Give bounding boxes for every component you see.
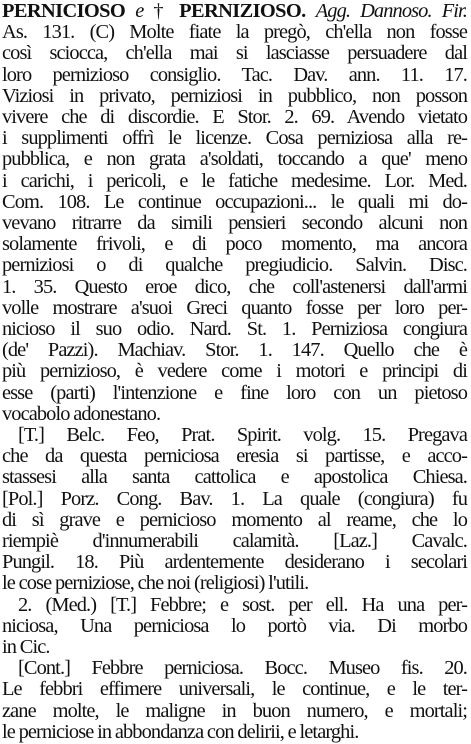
entry-line: stassesi alla santa cattolica e apostolica Chiesa. — [2, 466, 467, 489]
entry-line: (de' Pazzi). Machiav. Stor. 1. 147. Quello che è — [2, 339, 467, 362]
entry-line: vocabolo adonestano. — [2, 402, 161, 425]
entry-line: Viziosi in privato, perniziosi in pubblico, non posson — [2, 84, 467, 107]
entry-line: [Cont.] Febbre perniciosa. Bocc. Museo fis. 20. — [18, 657, 467, 680]
entry-line: niciosa, Una perniciosa lo portò via. Di morbo — [2, 614, 467, 637]
entry-line: esse (parti) l'intenzione e fine loro con un pietoso — [2, 381, 467, 404]
gloss: Dannoso. — [360, 0, 432, 22]
entry-line: vivere che di discordie. E Stor. 2. 69. Avendo vietato — [2, 106, 467, 128]
entry-line: i carichi, i pericoli, e le fatiche medesime. Lor. Med. — [2, 169, 467, 192]
entry-line: i supplimenti offrì le licenze. Cosa perniziosa alla re- — [2, 127, 467, 150]
entry-line: le cose perniziose, che noi (religiosi) l'utili. — [2, 572, 309, 595]
entry-line: che da questa perniciosa eresia si partisse, e acco- — [2, 445, 467, 468]
entry-line: solamente frivoli, e di poco momento, ma ancora — [2, 233, 467, 256]
entry-line: di sì grave e pernicioso momento al reame, che lo — [2, 508, 467, 531]
headword-conjunction: e — [135, 0, 144, 22]
entry-line: 2. (Med.) [T.] Febbre; e sost. per ell. Ha una per- — [18, 593, 467, 616]
entry-line: zane molte, le maligne in buon numero, e mortali; — [2, 699, 467, 722]
entry-line: As. 131. (C) Molte fiate la pregò, ch'ella non fosse — [2, 21, 467, 44]
entry-line: riempiè d'innumerabili calamità. [Laz.] Cavalc. — [2, 530, 467, 552]
entry-line: [Pol.] Porz. Cong. Bav. 1. La quale (congiura) fu — [2, 487, 467, 510]
entry-line: volle mostrare a'suoi Greci quanto fosse per loro per- — [2, 296, 467, 319]
entry-line: loro pernizioso consiglio. Tac. Dav. ann. 11. 17. — [2, 63, 467, 86]
entry-line: perniziosi o di qualche pregiudicio. Salvin. Disc. — [2, 254, 467, 277]
entry-line: più pernizioso, è vedere come i motori e principi di — [2, 360, 467, 383]
entry-line: [T.] Belc. Feo, Prat. Spirit. volg. 15. Pregava — [18, 424, 467, 446]
entry-line: nicioso il suo odio. Nard. St. 1. Perniziosa congiura — [2, 318, 467, 340]
entry-line: Com. 108. Le continue occupazioni... le quali mi do- — [2, 190, 467, 213]
entry-line: pubblica, e non grata a'soldati, toccando a que' meno — [2, 148, 467, 171]
entry-line: Le febbri effimere universali, le continue, e le ter- — [2, 678, 467, 701]
dagger-mark: † — [153, 0, 170, 22]
entry-line: in Cic. — [2, 636, 50, 658]
headword: PERNICIOSO — [2, 0, 126, 22]
entry-line: 1. 35. Questo eroe dico, che coll'astenersi dall'armi — [2, 275, 467, 298]
entry-line-headword — [2, 1, 467, 22]
grammar-label: Agg. — [315, 0, 351, 22]
headword-variant: PERNIZIOSO. — [179, 0, 306, 22]
entry-line: così sciocca, ch'ella mai si lasciasse persuadere dal — [2, 42, 467, 65]
entry-line: le perniciose in abbondanza con delirii, e letarghi. — [2, 720, 359, 743]
citation-source: Fir. — [441, 0, 467, 22]
entry-line: Pungil. 18. Più ardentemente desiderano i secolari — [2, 551, 467, 574]
entry-line: vevano ritrarre da simili pensieri secondo alcuni non — [2, 212, 467, 234]
